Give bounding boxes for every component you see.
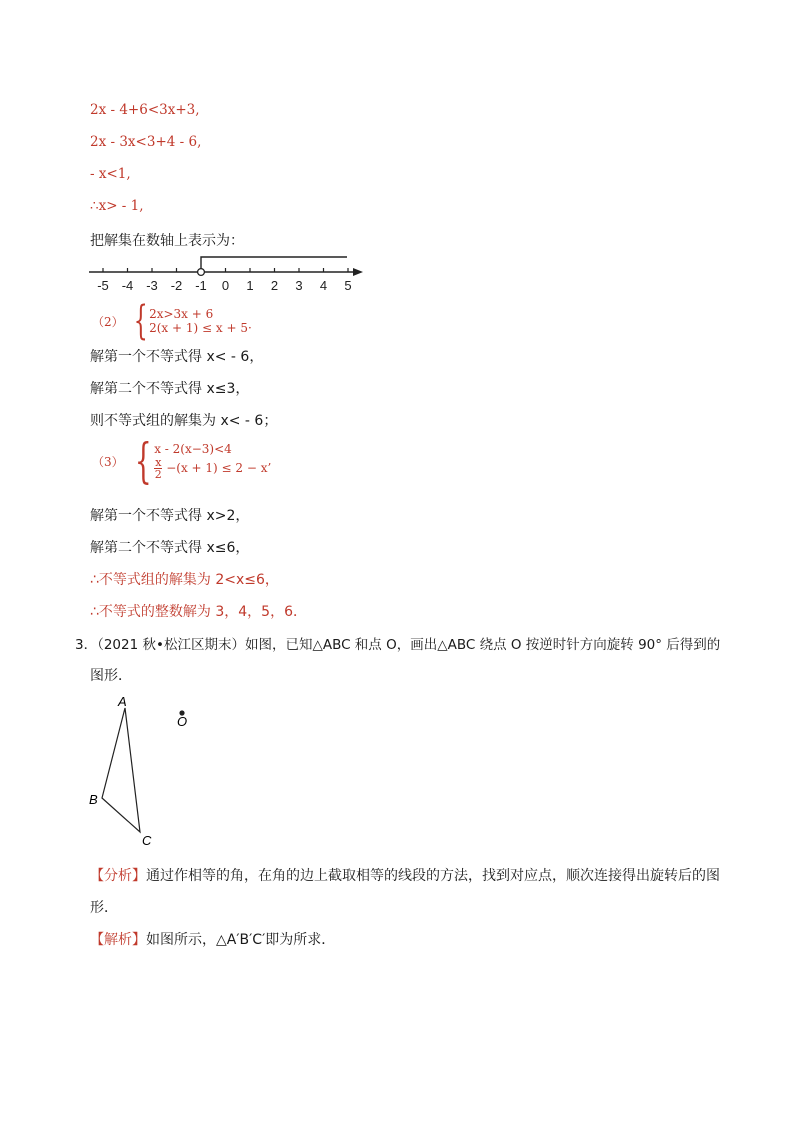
part3-solution-1: 解第一个不等式得 x>2， — [90, 508, 250, 524]
step-line-2: 2x - 3x<3+4 - 6, — [90, 134, 202, 150]
analysis-line-2: 形． — [90, 900, 118, 916]
tick-label: 0 — [221, 278, 230, 293]
system-3 — [92, 433, 272, 489]
label-o: O — [177, 714, 188, 729]
question3-text: 3．（2021 秋•松江区期末）如图，已知△ABC 和点 O，画出△ABC 绕点 O 按逆时针方向旋转 90° 后得到的 — [75, 637, 721, 653]
part3-solution-2: 解第二个不等式得 x≤6， — [90, 540, 250, 556]
part2-label: （2） — [92, 314, 124, 329]
tick-label: 2 — [270, 278, 279, 293]
system3-line1: x - 2(x−3)<4 — [154, 442, 232, 456]
tick-label: -3 — [146, 278, 158, 293]
tick-label: -5 — [97, 278, 109, 293]
label-b: B — [89, 792, 98, 807]
number-line-caption: 把解集在数轴上表示为： — [90, 233, 244, 249]
tick-label: 3 — [295, 278, 303, 293]
tick-label: 4 — [319, 278, 328, 293]
system-2 — [92, 298, 252, 344]
tick-label: -4 — [121, 278, 134, 293]
solution-line: 【解析】如图所示，△A′B′C′即为所求． — [90, 932, 336, 948]
number-line — [85, 250, 370, 298]
label-a: A — [118, 694, 127, 709]
tick-label: 1 — [246, 278, 254, 293]
axis-arrow — [353, 268, 363, 276]
part3-result-1: ∴不等式组的解集为 2<x≤6， — [90, 572, 279, 588]
triangle-abc — [102, 708, 140, 832]
brace-icon: { — [133, 298, 148, 344]
question3-text-cont: 图形． — [90, 668, 132, 684]
analysis-line-1: 【分析】通过作相等的角，在角的边上截取相等的线段的方法，找到对应点，顺次连接得出旋转后的图 — [90, 868, 720, 884]
analysis-tag: 【分析】 — [90, 868, 146, 884]
step-line-1: 2x - 4+6<3x+3, — [90, 102, 200, 118]
part2-result: 则不等式组的解集为 x< - 6； — [90, 413, 278, 429]
part2-solution-2: 解第二个不等式得 x≤3， — [90, 381, 250, 397]
fraction: $\frac{x}{2}$ — [154, 456, 162, 481]
system2-line2: 2(x + 1) ≤ x + 5· — [149, 321, 252, 335]
tick-label: -1 — [195, 278, 207, 293]
part2-solution-1: 解第一个不等式得 x< - 6， — [90, 349, 264, 365]
tick-label: 5 — [344, 278, 352, 293]
triangle-figure — [85, 692, 215, 852]
brace-icon: { — [134, 433, 152, 489]
open-endpoint — [198, 269, 205, 276]
system2-line1: 2x>3x + 6 — [149, 307, 214, 321]
step-line-4: ∴x> - 1, — [90, 198, 144, 214]
tick-label: -2 — [170, 278, 183, 293]
solution-tag: 【解析】 — [90, 932, 146, 948]
step-line-3: - x<1, — [90, 166, 131, 182]
system3-line2: −(x + 1) ≤ 2 − x’ — [166, 461, 272, 475]
label-c: C — [142, 833, 152, 848]
part3-result-2: ∴不等式的整数解为 3，4，5，6． — [90, 604, 307, 620]
part3-label: （3） — [92, 454, 124, 469]
